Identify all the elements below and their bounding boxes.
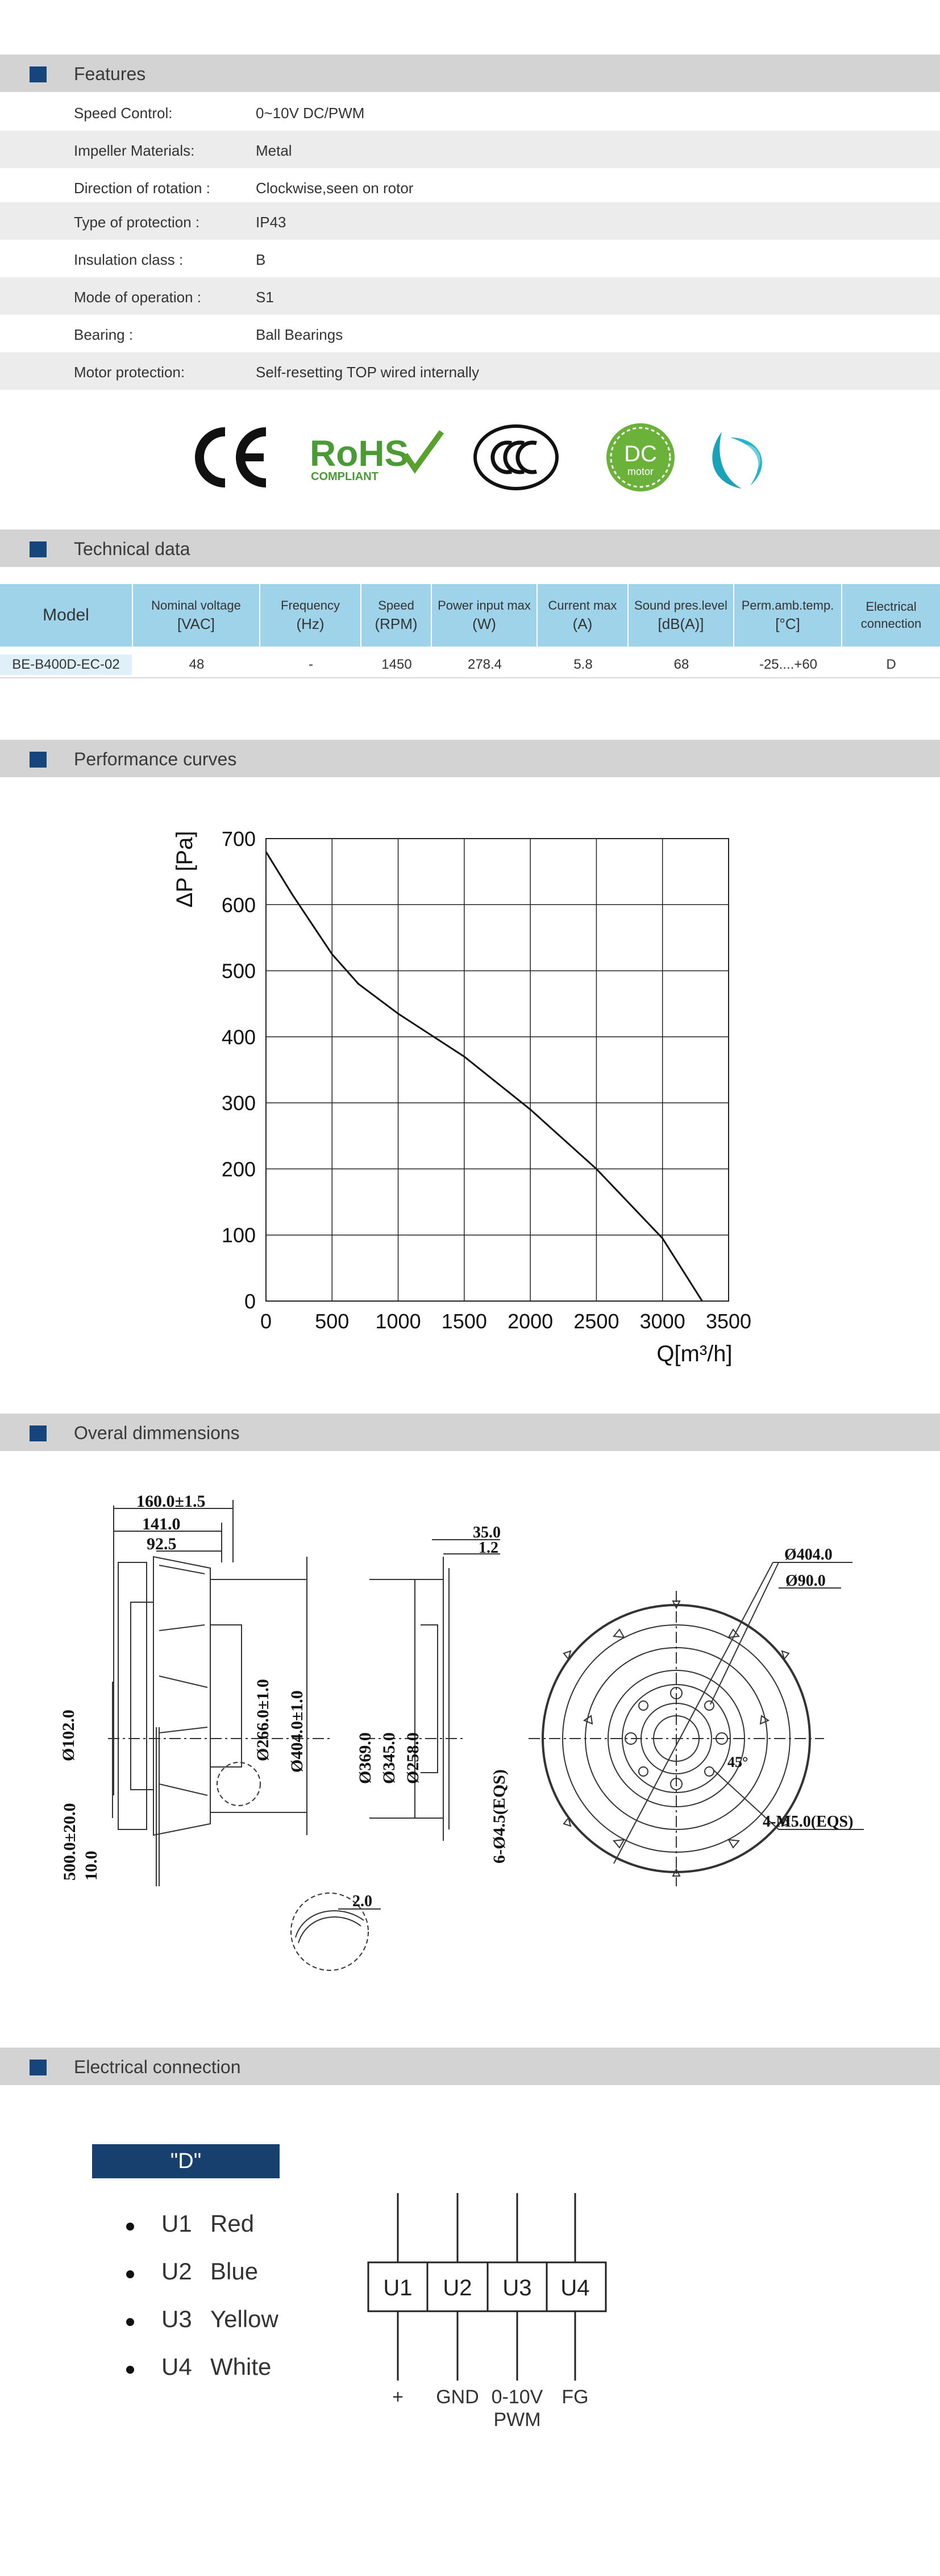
wire-color: Blue xyxy=(210,2258,259,2285)
section-marker xyxy=(30,541,47,557)
tech-header-cell xyxy=(734,584,842,647)
feature-label: Speed Control: xyxy=(74,105,173,122)
erp-logo-icon xyxy=(699,415,784,500)
ccc-logo-icon xyxy=(471,415,561,500)
dim-2: 2.0 xyxy=(352,1893,372,1910)
dc-motor-logo-icon xyxy=(598,415,683,500)
wire-color: Yellow xyxy=(210,2306,278,2332)
feature-label: Motor protection: xyxy=(74,364,185,381)
section-marker xyxy=(30,66,47,82)
chart-x-tick-label: 0 xyxy=(260,1310,272,1333)
rohs-text: RoHS xyxy=(310,433,409,474)
chart-y-tick-label: 600 xyxy=(221,893,256,917)
dim-92-5: 92.5 xyxy=(147,1535,177,1553)
bullet-icon xyxy=(126,2223,134,2231)
feature-label: Impeller Materials: xyxy=(74,142,195,159)
tech-cell-connection: D xyxy=(886,657,896,672)
dim-345: Ø345.0 xyxy=(380,1732,398,1784)
tech-table-header xyxy=(0,584,940,647)
table-row xyxy=(0,652,940,678)
chart-y-tick-label: 700 xyxy=(221,827,256,851)
wire-code: U1 xyxy=(161,2210,192,2237)
terminal-label: U1 xyxy=(383,2275,413,2300)
feature-label: Mode of operation : xyxy=(74,289,202,306)
connection-type-badge: "D" xyxy=(92,2144,280,2178)
wire-color-list xyxy=(126,2210,365,2401)
dim-90: Ø90.0 xyxy=(785,1572,826,1590)
tech-header-cell xyxy=(432,584,538,647)
list-item xyxy=(126,2353,365,2401)
dim-1-2: 1.2 xyxy=(479,1539,498,1557)
chart-plot-frame xyxy=(266,839,729,1301)
tech-cell-speed: 1450 xyxy=(381,657,412,672)
tech-header-label: Speed xyxy=(378,598,414,612)
dc-sub-text: motor xyxy=(627,466,654,477)
chart-y-tick-label: 0 xyxy=(244,1290,256,1313)
feature-label: Type of protection : xyxy=(74,214,200,231)
tech-header-model: Model xyxy=(43,606,89,624)
feature-row xyxy=(0,168,940,206)
chart-x-tick-label: 2500 xyxy=(573,1310,619,1333)
feature-value: IP43 xyxy=(256,214,286,231)
wire-color: White xyxy=(210,2353,272,2380)
dim-35: 35.0 xyxy=(473,1524,501,1541)
bullet-icon xyxy=(126,2318,134,2326)
feature-row xyxy=(0,131,940,168)
tech-cell-power: 278.4 xyxy=(467,657,502,672)
performance-chart xyxy=(159,812,784,1381)
tech-header-cell xyxy=(0,584,133,647)
wire-code: U3 xyxy=(161,2306,192,2332)
section-title: Overal dimmensions xyxy=(74,1423,240,1443)
chart-y-axis-label: ΔP [Pa] xyxy=(172,831,197,908)
dim-404-front: Ø404.0 xyxy=(784,1546,833,1564)
signal-label: GND xyxy=(436,2386,479,2408)
terminal-block-svg xyxy=(364,2193,625,2432)
feature-value: S1 xyxy=(256,289,274,306)
tech-cell-voltage: 48 xyxy=(189,657,205,672)
chart-x-tick-label: 2000 xyxy=(508,1310,554,1333)
chart-x-axis-label: Q[m³/h] xyxy=(656,1341,733,1366)
feature-value: Clockwise,seen on rotor xyxy=(256,180,414,197)
section-title: Performance curves xyxy=(74,749,237,769)
tech-header-unit: [°C] xyxy=(775,615,800,632)
dim-10: 10.0 xyxy=(82,1850,101,1881)
section-view-drawing xyxy=(364,1540,500,1841)
feature-value: B xyxy=(256,251,266,268)
tech-header-unit: (RPM) xyxy=(375,615,418,632)
tech-header-unit: (A) xyxy=(572,615,593,632)
chart-series-line xyxy=(266,852,702,1301)
feature-value: 0~10V DC/PWM xyxy=(256,105,365,122)
feature-row xyxy=(0,93,940,131)
dim-160: 160.0±1.5 xyxy=(136,1492,206,1511)
chart-x-tick-label: 1500 xyxy=(441,1310,487,1333)
section-header-performance xyxy=(0,740,940,777)
tech-header-label: Nominal voltage xyxy=(151,598,241,612)
certification-logos xyxy=(170,415,796,500)
dim-6-holes: 6-Ø4.5(EQS) xyxy=(490,1769,509,1864)
list-item xyxy=(126,2306,365,2353)
feature-row xyxy=(0,315,940,352)
feature-row xyxy=(0,277,940,315)
tech-header-label2: connection xyxy=(860,616,922,631)
tech-cell-model: BE-B400D-EC-02 xyxy=(0,655,132,675)
dimension-drawing xyxy=(45,1489,909,2011)
tech-header-label: Sound pres.level xyxy=(634,598,727,612)
ce-logo-icon xyxy=(185,415,271,500)
tech-cell-sound: 68 xyxy=(673,657,689,672)
feature-value: Metal xyxy=(256,142,292,159)
performance-chart-svg xyxy=(159,812,784,1381)
dim-404-side: Ø404.0±1.0 xyxy=(288,1690,306,1773)
dim-258: Ø258.0 xyxy=(404,1732,422,1784)
section-marker xyxy=(30,752,47,768)
section-marker xyxy=(30,2060,47,2075)
feature-row xyxy=(0,240,940,277)
signal-label: 0-10V xyxy=(491,2386,543,2408)
feature-value: Self-resetting TOP wired internally xyxy=(256,364,480,381)
dc-text: DC xyxy=(624,441,657,466)
section-header-electrical xyxy=(0,2048,940,2085)
erp-text: ErP xyxy=(735,452,754,464)
dim-141: 141.0 xyxy=(142,1515,181,1533)
bullet-icon xyxy=(126,2270,134,2278)
list-item xyxy=(126,2258,365,2306)
feature-row xyxy=(0,202,940,240)
erp-year-text: 2015 xyxy=(736,465,753,473)
dim-500: 500.0±20.0 xyxy=(60,1803,79,1881)
wire-code: U4 xyxy=(161,2353,192,2380)
tech-header-unit: (W) xyxy=(472,615,496,632)
signal-sub-label: PWM xyxy=(493,2409,541,2431)
chart-x-tick-label: 3500 xyxy=(705,1310,752,1333)
chart-y-tick-label: 400 xyxy=(221,1025,256,1049)
terminal-block-diagram xyxy=(364,2193,625,2432)
tech-header-label: Power input max xyxy=(438,598,531,612)
tech-header-cell xyxy=(361,584,432,647)
section-title: Technical data xyxy=(74,539,190,559)
chart-y-tick-label: 200 xyxy=(221,1157,256,1181)
tech-header-cell xyxy=(260,584,361,647)
tech-header-cell xyxy=(629,584,734,647)
feature-label: Direction of rotation : xyxy=(74,180,210,197)
dimension-drawing-svg xyxy=(45,1489,909,2011)
section-title: Features xyxy=(74,64,146,84)
feature-label: Insulation class : xyxy=(74,251,184,268)
terminal-label: U2 xyxy=(443,2275,472,2300)
tech-header-label: Perm.amb.temp. xyxy=(741,598,834,612)
feature-label: Bearing : xyxy=(74,326,134,343)
rohs-sub-text: COMPLIANT xyxy=(311,470,379,483)
front-view-drawing xyxy=(529,1562,864,1886)
tech-header-label: Frequency xyxy=(281,598,340,612)
tech-cell-temp: -25....+60 xyxy=(759,657,818,672)
feature-value: Ball Bearings xyxy=(256,326,343,343)
chart-x-tick-label: 1000 xyxy=(375,1310,421,1333)
rohs-logo-icon xyxy=(310,415,446,500)
chart-y-tick-label: 300 xyxy=(221,1091,256,1115)
chart-x-tick-label: 500 xyxy=(315,1310,350,1333)
tech-header-label: Current max xyxy=(548,598,617,612)
section-header-technical xyxy=(0,530,940,567)
tech-header-unit: [dB(A)] xyxy=(658,615,704,632)
tech-header-label: Electrical xyxy=(866,599,917,614)
tech-header-unit: (Hz) xyxy=(296,615,325,632)
dim-266: Ø266.0±1.0 xyxy=(253,1679,272,1761)
section-marker xyxy=(30,1425,47,1441)
tech-cell-current: 5.8 xyxy=(573,657,593,672)
tech-header-cell xyxy=(133,584,260,647)
tech-header-cell xyxy=(842,584,940,647)
wire-code: U2 xyxy=(161,2258,192,2285)
list-item xyxy=(126,2210,365,2258)
tech-header-unit: [VAC] xyxy=(177,615,215,632)
tech-cell-frequency: - xyxy=(309,657,313,672)
signal-label: FG xyxy=(561,2386,589,2408)
signal-label: + xyxy=(392,2386,404,2408)
chart-y-tick-label: 100 xyxy=(221,1223,256,1247)
section-header-features xyxy=(0,55,940,92)
terminal-label: U4 xyxy=(560,2275,590,2300)
terminal-label: U3 xyxy=(502,2275,532,2300)
dim-45: 45° xyxy=(727,1754,748,1770)
dim-102: Ø102.0 xyxy=(59,1710,78,1761)
bullet-icon xyxy=(126,2366,134,2374)
feature-row xyxy=(0,352,940,390)
dim-369: Ø369.0 xyxy=(356,1732,375,1784)
section-header-dimensions xyxy=(0,1414,940,1451)
chart-x-tick-label: 3000 xyxy=(639,1310,685,1333)
wire-color: Red xyxy=(210,2210,255,2237)
chart-y-tick-label: 500 xyxy=(221,959,256,983)
tech-header-cell xyxy=(538,584,629,647)
dim-4m5: 4-M5.0(EQS) xyxy=(763,1813,854,1831)
section-title: Electrical connection xyxy=(74,2057,241,2077)
